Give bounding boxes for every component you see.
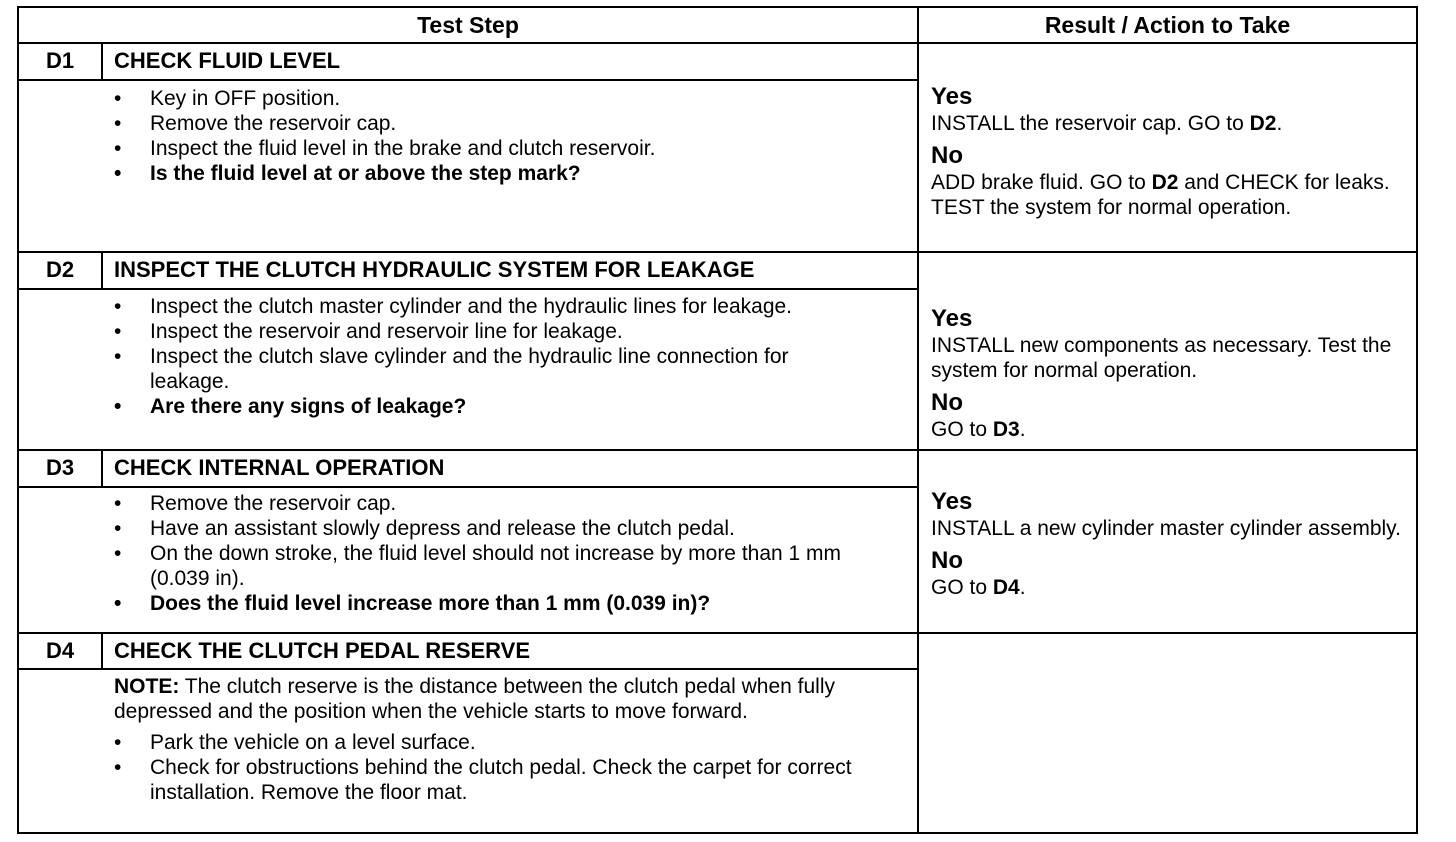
id-column-divider xyxy=(101,450,103,487)
step-instructions xyxy=(114,674,894,805)
no-label: No xyxy=(931,142,963,169)
step-ref: D4 xyxy=(992,576,1020,599)
note-text: NOTE: The clutch reserve is the distance between the clutch pedal when fully depressed and the position when the vehicle starts to move forward. xyxy=(114,675,835,723)
no-action: GO to D3. xyxy=(931,418,1026,441)
id-column-divider xyxy=(101,43,103,80)
bullet-item: • On the down stroke, the fluid level should not increase by more than 1 mm (0.039 in). xyxy=(114,541,894,591)
column-divider xyxy=(917,8,919,832)
step-question: • Is the fluid level at or above the step mark? xyxy=(114,161,894,186)
bullet-item: • Check for obstructions behind the clutch pedal. Check the carpet for correct installation. Remove the floor mat. xyxy=(114,755,894,805)
step-title-rule xyxy=(19,79,917,81)
step-question: • Are there any signs of leakage? xyxy=(114,394,854,419)
bullet-item: • Inspect the clutch slave cylinder and the hydraulic line connection for leakage. xyxy=(114,344,854,394)
step-instructions xyxy=(114,86,894,186)
step-instructions xyxy=(114,491,894,616)
bullet-item: • Inspect the fluid level in the brake and clutch reservoir. xyxy=(114,136,894,161)
result-d1 xyxy=(931,83,1401,220)
step-title: CHECK THE CLUTCH PEDAL RESERVE xyxy=(114,638,531,663)
row-rule xyxy=(19,632,1416,634)
row-rule xyxy=(19,251,1416,253)
row-rule xyxy=(19,449,1416,451)
bullet-item: • Inspect the reservoir and reservoir line for leakage. xyxy=(114,319,854,344)
bullet-item: • Key in OFF position. xyxy=(114,86,894,111)
bullet-item: • Park the vehicle on a level surface. xyxy=(114,730,894,755)
step-instructions xyxy=(114,294,854,419)
step-question: • Does the fluid level increase more than 1 mm (0.039 in)? xyxy=(114,591,894,616)
no-label: No xyxy=(931,389,963,416)
header-rule xyxy=(19,42,1416,44)
step-title: INSPECT THE CLUTCH HYDRAULIC SYSTEM FOR LEAKAGE xyxy=(114,257,755,282)
header-test-step: Test Step xyxy=(417,12,519,38)
id-column-divider xyxy=(101,633,103,670)
step-id: D3 xyxy=(45,455,75,480)
step-id: D2 xyxy=(45,257,75,282)
step-title-rule xyxy=(19,288,917,290)
no-action: ADD brake fluid. GO to D2 and CHECK for leaks. TEST the system for normal operation. xyxy=(931,171,1390,219)
step-title: CHECK FLUID LEVEL xyxy=(114,48,341,73)
yes-action: INSTALL a new cylinder master cylinder assembly. xyxy=(931,517,1401,540)
diagnostic-table xyxy=(17,6,1418,834)
step-ref: D3 xyxy=(992,418,1020,441)
bullet-item: • Inspect the clutch master cylinder and the hydraulic lines for leakage. xyxy=(114,294,854,319)
bullet-item: • Remove the reservoir cap. xyxy=(114,491,894,516)
step-title-rule xyxy=(19,486,917,488)
no-action: GO to D4. xyxy=(931,576,1026,599)
yes-label: Yes xyxy=(931,83,973,110)
step-title-rule xyxy=(19,668,917,670)
result-d2 xyxy=(931,305,1401,442)
yes-action: INSTALL the reservoir cap. GO to D2. xyxy=(931,112,1283,135)
result-d3 xyxy=(931,488,1401,600)
id-column-divider xyxy=(101,252,103,289)
note-label: NOTE: xyxy=(114,675,180,698)
step-title: CHECK INTERNAL OPERATION xyxy=(114,455,445,480)
step-id: D4 xyxy=(45,638,75,663)
yes-label: Yes xyxy=(931,488,973,515)
step-ref: D2 xyxy=(1151,171,1179,194)
step-ref: D2 xyxy=(1249,112,1277,135)
yes-label: Yes xyxy=(931,305,973,332)
yes-action: INSTALL new components as necessary. Test the system for normal operation. xyxy=(931,334,1392,382)
no-label: No xyxy=(931,547,963,574)
step-id: D1 xyxy=(45,48,75,73)
bullet-item: • Have an assistant slowly depress and release the clutch pedal. xyxy=(114,516,894,541)
header-result-action: Result / Action to Take xyxy=(1044,12,1291,38)
bullet-item: • Remove the reservoir cap. xyxy=(114,111,894,136)
